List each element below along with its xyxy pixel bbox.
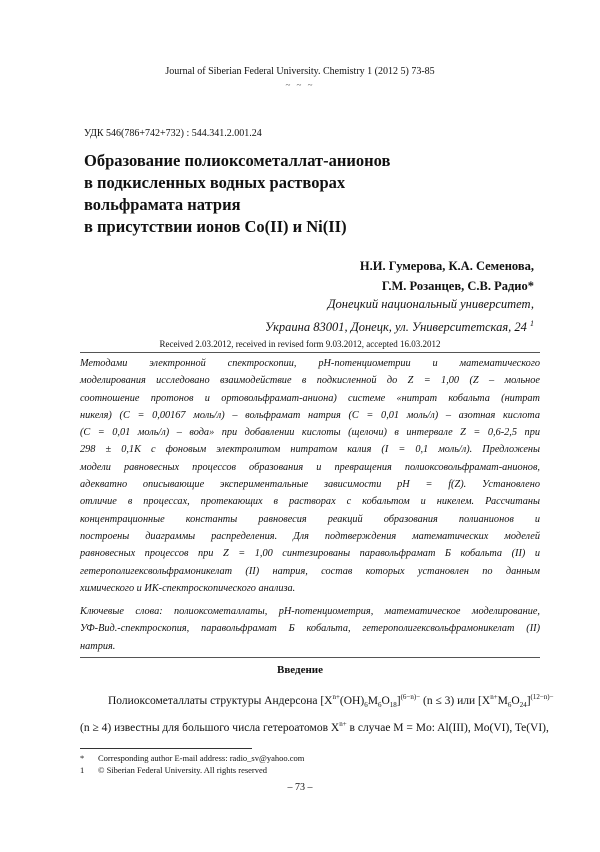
keywords-line: Ключевые слова: полиоксометаллаты, рН-потенциометрия, математическое моделирование, — [80, 606, 540, 617]
abstract-line: химического и ИК-спектроскопического анализа. — [80, 582, 296, 594]
title-line: вольфрамата натрия — [84, 195, 241, 214]
authors-line: Г.М. Розанцев, С.В. Радио* — [381, 279, 534, 293]
introduction-text — [80, 688, 554, 738]
abstract-line: 298 ± 0,1К с фоновым электролитом нитратом калия (I = 0,1 моль/л). Предложены — [80, 444, 540, 456]
abstract-line: моделирования исследовано взаимодействие в подкисленной до Z = 1,00 (Z – мольное — [80, 375, 540, 387]
intro-line: (n ≥ 4) известны для большого числа гетероатомов $X^{n+}$ в случае M = Mo: Al(III), Mo(VI), Te(VI), — [80, 720, 549, 734]
footnotes — [80, 752, 540, 776]
abstract-line: отличие в процессах, протекающих в растворах с кобальтом и никелем. Рассчитаны — [80, 496, 540, 508]
abstract-line: гетерополигексвольфрамоникелат (II) натрия, состав которых установлен по данным — [80, 565, 540, 577]
footnote-mark: * — [80, 753, 85, 763]
footnote-text: © Siberian Federal University. All rights reserved — [98, 765, 268, 775]
journal-header: Journal of Siberian Federal University. Chemistry 1 (2012 5) 73-85 — [165, 66, 435, 77]
intro-line: Полиоксометаллаты структуры Андерсона $[X^{n+}(OH)_6M_6O_{18}]^{(6-n)-}$ (n ≤ 3) или $[X^{n+}M_6O_{24}]^{(12-n)-}$ — [108, 693, 554, 710]
footnote-mark: 1 — [80, 765, 85, 775]
affiliation-line: Донецкий национальный университет, — [327, 297, 534, 311]
footnote — [80, 764, 540, 776]
received-dates: Received 2.03.2012, received in revised form 9.03.2012, accepted 16.03.2012 — [159, 339, 441, 349]
title-line: Образование полиоксометаллат-анионов — [84, 151, 391, 170]
authors-line: Н.И. Гумерова, К.А. Семенова, — [359, 259, 534, 273]
abstract-line: Методами электронной спектроскопии, рН-потенциометрии и математического — [80, 358, 540, 369]
affiliation-footnote-mark: 1 — [530, 319, 534, 328]
abstract-line: соотношение протонов и ортовольфрамат-аниона) системе «нитрат кобальта (нитрат — [80, 392, 540, 404]
abstract-line: концентрационные константы равновесия реакций образования полианионов и — [80, 513, 540, 525]
footnote-text: Corresponding author E-mail address: radio_sv@yahoo.com — [98, 753, 305, 763]
footnote-rule — [80, 748, 252, 749]
abstract-line: (C = 0,01 моль/л) – вода» при добавлении кислоты (щелочи) в интервале Z = 0,6-2,5 при — [80, 427, 540, 439]
title-line: в присутствии ионов Co(II) и Ni(II) — [84, 217, 347, 236]
abstract-line: равновесных процессов при Z = 1,00 синтезированы паравольфрамат Б кобальта (II) и — [80, 548, 540, 560]
abstract-line: адекватно описывающие экспериментальные зависимости pH = f(Z). Установлено — [80, 479, 540, 491]
affiliation-address: Украина 83001, Донецк, ул. Университетская, 24 — [264, 320, 527, 335]
affiliation — [265, 294, 534, 337]
abstract-line: построены диаграммы распределения. Для подтверждения математических моделей — [80, 530, 540, 542]
abstract-line: модели равновесных процессов образования и превращения полиоксовольфрамат-анионов, — [80, 461, 540, 473]
footnote — [80, 752, 540, 764]
affiliation-line — [265, 314, 534, 337]
udc-code: УДК 546(786+742+732) : 544.341.2.001.24 — [84, 128, 262, 139]
keywords — [80, 603, 540, 655]
keywords-line: натрия. — [80, 640, 116, 652]
abstract-bottom-rule — [80, 657, 540, 658]
title-line: в подкисленных водных растворах — [84, 173, 346, 192]
keywords-line: УФ-Вид.-спектроскопия, паравольфрамат Б кобальта, гетерополигексвольфрамоникелат (II) — [80, 623, 540, 635]
page-number: – 73 – — [287, 782, 313, 793]
paper-title — [84, 150, 524, 238]
abstract-top-rule — [80, 352, 540, 353]
abstract-line: никеля) (C = 0,00167 моль/л) – вольфрамат натрия (C = 0,01 моль/л) – азотная кислота — [80, 409, 540, 421]
abstract — [80, 355, 540, 597]
header-ornament: ~ ~ ~ — [285, 80, 315, 90]
section-heading-introduction: Введение — [276, 664, 324, 676]
author-list — [360, 256, 534, 296]
